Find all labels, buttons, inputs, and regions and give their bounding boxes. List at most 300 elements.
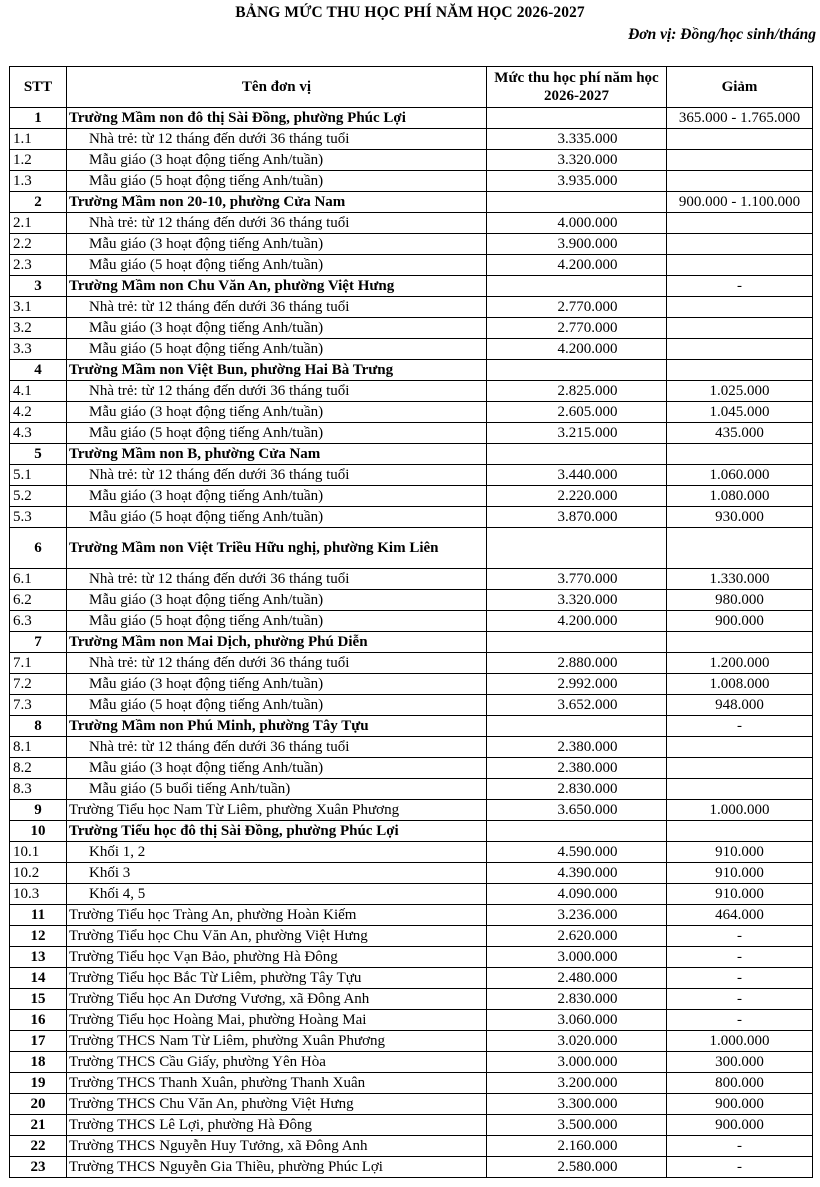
- row-unit-name: Trường Tiểu học Nam Từ Liêm, phường Xuân Phương: [67, 800, 487, 821]
- row-fee: 2.825.000: [557, 382, 618, 399]
- row-fee: 2.830.000: [557, 780, 618, 797]
- row-stt: 2.2: [10, 234, 67, 255]
- row-fee: 4.200.000: [557, 612, 618, 629]
- row-fee: 3.320.000: [557, 151, 618, 168]
- row-fee-cell: [487, 192, 667, 213]
- row-discount: [667, 444, 813, 465]
- row-fee: 3.935.000: [557, 172, 618, 189]
- row-unit-name: Trường THCS Cầu Giấy, phường Yên Hòa: [67, 1052, 487, 1073]
- row-discount: 1.330.000: [667, 569, 813, 590]
- row-fee: 4.200.000: [557, 340, 618, 357]
- row-unit-name: Trường Tiểu học Hoàng Mai, phường Hoàng Mai: [67, 1010, 487, 1031]
- row-fee-cell: [487, 318, 667, 339]
- row-fee-cell: [487, 632, 667, 653]
- row-stt: 10.3: [10, 884, 67, 905]
- row-unit-name: Trường THCS Nam Từ Liêm, phường Xuân Phương: [67, 1031, 487, 1052]
- row-stt: 3.2: [10, 318, 67, 339]
- row-stt: 10.2: [10, 863, 67, 884]
- row-fee: 3.870.000: [557, 508, 618, 525]
- table-row: [10, 276, 813, 297]
- row-unit-name: Nhà trẻ: từ 12 tháng đến dưới 36 tháng tuổi: [67, 381, 487, 402]
- row-unit-name: Nhà trẻ: từ 12 tháng đến dưới 36 tháng tuổi: [67, 465, 487, 486]
- table-row: [10, 800, 813, 821]
- row-fee-cell: [487, 360, 667, 381]
- row-unit-name: Mẫu giáo (5 hoạt động tiếng Anh/tuần): [67, 255, 487, 276]
- row-unit-name: Trường Mầm non Việt Triều Hữu nghị, phường Kim Liên: [67, 528, 487, 569]
- table-row: [10, 1010, 813, 1031]
- table-row: [10, 1115, 813, 1136]
- row-discount: [667, 255, 813, 276]
- row-fee-cell: [487, 947, 667, 968]
- row-stt: 6.3: [10, 611, 67, 632]
- row-stt: 16: [10, 1010, 67, 1031]
- row-stt: 23: [10, 1157, 67, 1178]
- row-discount: -: [667, 1157, 813, 1178]
- row-fee: 2.480.000: [557, 969, 618, 986]
- row-fee: 4.090.000: [557, 885, 618, 902]
- table-row: [10, 1031, 813, 1052]
- row-stt: 14: [10, 968, 67, 989]
- row-discount: -: [667, 947, 813, 968]
- row-discount: [667, 171, 813, 192]
- row-fee: 3.650.000: [557, 801, 618, 818]
- row-fee: 2.830.000: [557, 990, 618, 1007]
- row-fee: 2.880.000: [557, 654, 618, 671]
- table-row: [10, 402, 813, 423]
- row-discount: 300.000: [667, 1052, 813, 1073]
- row-fee-cell: [487, 1115, 667, 1136]
- row-fee-cell: [487, 1136, 667, 1157]
- row-stt: 19: [10, 1073, 67, 1094]
- row-stt: 15: [10, 989, 67, 1010]
- row-unit-name: Trường Mầm non B, phường Cửa Nam: [67, 444, 487, 465]
- row-unit-name: Mẫu giáo (5 hoạt động tiếng Anh/tuần): [67, 695, 487, 716]
- row-stt: 3: [10, 276, 67, 297]
- row-fee: 2.770.000: [557, 298, 618, 315]
- row-stt: 3.1: [10, 297, 67, 318]
- row-discount: [667, 150, 813, 171]
- table-row: [10, 884, 813, 905]
- row-discount: 1.080.000: [667, 486, 813, 507]
- row-unit-name: Trường Mầm non Mai Dịch, phường Phú Diễn: [67, 632, 487, 653]
- row-stt: 10: [10, 821, 67, 842]
- table-row: [10, 842, 813, 863]
- table-row: [10, 318, 813, 339]
- row-discount: [667, 129, 813, 150]
- table-row: [10, 1136, 813, 1157]
- row-fee-cell: [487, 590, 667, 611]
- row-fee-cell: [487, 779, 667, 800]
- row-discount: 900.000: [667, 1115, 813, 1136]
- table-row: [10, 1157, 813, 1178]
- unit-note: Đơn vị: Đồng/học sinh/tháng: [628, 26, 816, 43]
- row-fee: 3.900.000: [557, 235, 618, 252]
- row-fee: 3.335.000: [557, 130, 618, 147]
- header-stt: STT: [10, 67, 67, 108]
- row-unit-name: Nhà trẻ: từ 12 tháng đến dưới 36 tháng tuổi: [67, 653, 487, 674]
- row-unit-name: Trường Mầm non 20-10, phường Cửa Nam: [67, 192, 487, 213]
- row-stt: 7.1: [10, 653, 67, 674]
- row-discount: [667, 213, 813, 234]
- table-row: [10, 507, 813, 528]
- row-discount: 1.000.000: [667, 1031, 813, 1052]
- row-unit-name: Nhà trẻ: từ 12 tháng đến dưới 36 tháng tuổi: [67, 129, 487, 150]
- row-fee-cell: [487, 905, 667, 926]
- row-stt: 6.1: [10, 569, 67, 590]
- row-stt: 6: [10, 528, 67, 569]
- row-fee-cell: [487, 108, 667, 129]
- table-row: [10, 716, 813, 737]
- table-row: [10, 611, 813, 632]
- row-fee-cell: [487, 171, 667, 192]
- row-unit-name: Mẫu giáo (3 hoạt động tiếng Anh/tuần): [67, 590, 487, 611]
- table-row: [10, 465, 813, 486]
- row-fee: 4.000.000: [557, 214, 618, 231]
- row-stt: 5.3: [10, 507, 67, 528]
- table-row: [10, 674, 813, 695]
- row-fee: 3.440.000: [557, 466, 618, 483]
- row-fee: 3.236.000: [557, 906, 618, 923]
- row-stt: 21: [10, 1115, 67, 1136]
- row-unit-name: Khối 1, 2: [67, 842, 487, 863]
- row-discount: 365.000 - 1.765.000: [667, 108, 813, 129]
- row-discount: [667, 821, 813, 842]
- row-discount: -: [667, 716, 813, 737]
- row-discount: [667, 779, 813, 800]
- row-stt: 20: [10, 1094, 67, 1115]
- row-unit-name: Mẫu giáo (3 hoạt động tiếng Anh/tuần): [67, 318, 487, 339]
- row-fee: 4.590.000: [557, 843, 618, 860]
- row-unit-name: Trường Tiểu học Bắc Từ Liêm, phường Tây Tựu: [67, 968, 487, 989]
- row-discount: -: [667, 989, 813, 1010]
- row-fee-cell: [487, 821, 667, 842]
- table-row: [10, 297, 813, 318]
- row-discount: 1.060.000: [667, 465, 813, 486]
- table-row: [10, 108, 813, 129]
- row-discount: [667, 297, 813, 318]
- row-stt: 5.2: [10, 486, 67, 507]
- row-fee-cell: [487, 444, 667, 465]
- row-discount: 435.000: [667, 423, 813, 444]
- row-discount: -: [667, 968, 813, 989]
- row-stt: 5: [10, 444, 67, 465]
- table-row: [10, 423, 813, 444]
- row-unit-name: Trường THCS Chu Văn An, phường Việt Hưng: [67, 1094, 487, 1115]
- row-fee-cell: [487, 339, 667, 360]
- row-stt: 5.1: [10, 465, 67, 486]
- row-fee-cell: [487, 737, 667, 758]
- row-fee-cell: [487, 1157, 667, 1178]
- table-row: [10, 821, 813, 842]
- row-fee: 3.020.000: [557, 1032, 618, 1049]
- row-unit-name: Mẫu giáo (3 hoạt động tiếng Anh/tuần): [67, 758, 487, 779]
- table-row: [10, 779, 813, 800]
- row-fee: 2.605.000: [557, 403, 618, 420]
- row-fee-cell: [487, 255, 667, 276]
- row-unit-name: Nhà trẻ: từ 12 tháng đến dưới 36 tháng tuổi: [67, 213, 487, 234]
- table-row: [10, 339, 813, 360]
- row-fee: 2.160.000: [557, 1137, 618, 1154]
- table-row: [10, 653, 813, 674]
- row-discount: [667, 528, 813, 569]
- row-fee-cell: [487, 486, 667, 507]
- row-stt: 4.1: [10, 381, 67, 402]
- row-stt: 7.2: [10, 674, 67, 695]
- row-stt: 11: [10, 905, 67, 926]
- row-fee-cell: [487, 402, 667, 423]
- row-fee-cell: [487, 297, 667, 318]
- row-fee-cell: [487, 716, 667, 737]
- row-fee-cell: [487, 989, 667, 1010]
- row-unit-name: Mẫu giáo (5 buổi tiếng Anh/tuần): [67, 779, 487, 800]
- row-discount: [667, 339, 813, 360]
- row-fee-cell: [487, 507, 667, 528]
- row-fee: 3.300.000: [557, 1095, 618, 1112]
- row-discount: 900.000: [667, 1094, 813, 1115]
- row-stt: 8: [10, 716, 67, 737]
- row-stt: 8.2: [10, 758, 67, 779]
- row-fee: 2.580.000: [557, 1158, 618, 1175]
- row-stt: 18: [10, 1052, 67, 1073]
- row-discount: 910.000: [667, 884, 813, 905]
- row-discount: 1.200.000: [667, 653, 813, 674]
- row-fee-cell: [487, 381, 667, 402]
- row-fee: 3.060.000: [557, 1011, 618, 1028]
- table-row: [10, 968, 813, 989]
- row-fee-cell: [487, 695, 667, 716]
- table-row: [10, 486, 813, 507]
- row-fee-cell: [487, 1031, 667, 1052]
- row-stt: 7.3: [10, 695, 67, 716]
- row-discount: -: [667, 1136, 813, 1157]
- row-discount: 910.000: [667, 842, 813, 863]
- row-fee: 3.770.000: [557, 570, 618, 587]
- row-discount: [667, 234, 813, 255]
- row-stt: 4: [10, 360, 67, 381]
- row-fee: 2.620.000: [557, 927, 618, 944]
- table-row: [10, 444, 813, 465]
- table-row: [10, 360, 813, 381]
- table-row: [10, 381, 813, 402]
- table-row: [10, 150, 813, 171]
- table-row: [10, 947, 813, 968]
- row-stt: 3.3: [10, 339, 67, 360]
- row-discount: 980.000: [667, 590, 813, 611]
- row-stt: 12: [10, 926, 67, 947]
- row-stt: 1.1: [10, 129, 67, 150]
- row-stt: 2: [10, 192, 67, 213]
- row-unit-name: Mẫu giáo (5 hoạt động tiếng Anh/tuần): [67, 423, 487, 444]
- table-row: [10, 255, 813, 276]
- row-discount: -: [667, 1010, 813, 1031]
- row-discount: [667, 360, 813, 381]
- table-row: [10, 129, 813, 150]
- table-row: [10, 213, 813, 234]
- row-fee-cell: [487, 884, 667, 905]
- row-stt: 2.1: [10, 213, 67, 234]
- row-discount: [667, 318, 813, 339]
- row-fee-cell: [487, 423, 667, 444]
- row-fee-cell: [487, 1073, 667, 1094]
- row-fee: 3.500.000: [557, 1116, 618, 1133]
- row-unit-name: Mẫu giáo (3 hoạt động tiếng Anh/tuần): [67, 150, 487, 171]
- tuition-fee-table: [9, 66, 813, 1178]
- row-fee-cell: [487, 150, 667, 171]
- row-discount: 1.000.000: [667, 800, 813, 821]
- table-row: [10, 905, 813, 926]
- row-discount: [667, 737, 813, 758]
- row-discount: [667, 632, 813, 653]
- row-fee-cell: [487, 129, 667, 150]
- row-fee-cell: [487, 1052, 667, 1073]
- row-fee: 3.000.000: [557, 948, 618, 965]
- row-unit-name: Trường Mầm non Việt Bun, phường Hai Bà Trưng: [67, 360, 487, 381]
- row-discount: 930.000: [667, 507, 813, 528]
- row-unit-name: Trường Mầm non Chu Văn An, phường Việt Hưng: [67, 276, 487, 297]
- row-fee-cell: [487, 465, 667, 486]
- table-row: [10, 1052, 813, 1073]
- row-unit-name: Mẫu giáo (3 hoạt động tiếng Anh/tuần): [67, 234, 487, 255]
- table-row: [10, 737, 813, 758]
- row-discount: 1.008.000: [667, 674, 813, 695]
- row-fee: 3.320.000: [557, 591, 618, 608]
- row-stt: 10.1: [10, 842, 67, 863]
- row-stt: 17: [10, 1031, 67, 1052]
- row-fee-cell: [487, 653, 667, 674]
- row-discount: [667, 758, 813, 779]
- table-row: [10, 989, 813, 1010]
- row-fee-cell: [487, 569, 667, 590]
- row-unit-name: Trường THCS Nguyễn Gia Thiều, phường Phúc Lợi: [67, 1157, 487, 1178]
- header-discount: Giảm: [667, 67, 813, 108]
- row-unit-name: Trường Tiểu học Vạn Bảo, phường Hà Đông: [67, 947, 487, 968]
- row-fee-cell: [487, 863, 667, 884]
- table-row: [10, 528, 813, 569]
- row-unit-name: Khối 3: [67, 863, 487, 884]
- row-stt: 8.1: [10, 737, 67, 758]
- table-row: [10, 758, 813, 779]
- row-unit-name: Mẫu giáo (3 hoạt động tiếng Anh/tuần): [67, 402, 487, 423]
- row-fee: 2.220.000: [557, 487, 618, 504]
- row-unit-name: Mẫu giáo (3 hoạt động tiếng Anh/tuần): [67, 486, 487, 507]
- row-stt: 1.3: [10, 171, 67, 192]
- row-fee-cell: [487, 1010, 667, 1031]
- row-fee: 3.000.000: [557, 1053, 618, 1070]
- row-unit-name: Nhà trẻ: từ 12 tháng đến dưới 36 tháng tuổi: [67, 569, 487, 590]
- row-fee: 4.200.000: [557, 256, 618, 273]
- row-unit-name: Trường Mầm non Phú Minh, phường Tây Tựu: [67, 716, 487, 737]
- row-stt: 22: [10, 1136, 67, 1157]
- row-stt: 9: [10, 800, 67, 821]
- row-fee-cell: [487, 213, 667, 234]
- table-header-row: [10, 67, 813, 108]
- row-stt: 1: [10, 108, 67, 129]
- row-stt: 1.2: [10, 150, 67, 171]
- row-fee: 2.770.000: [557, 319, 618, 336]
- row-stt: 2.3: [10, 255, 67, 276]
- row-fee-cell: [487, 1094, 667, 1115]
- table-row: [10, 192, 813, 213]
- table-row: [10, 590, 813, 611]
- document-title: BẢNG MỨC THU HỌC PHÍ NĂM HỌC 2026-2027: [235, 4, 585, 21]
- row-discount: -: [667, 276, 813, 297]
- row-stt: 8.3: [10, 779, 67, 800]
- row-unit-name: Trường THCS Lê Lợi, phường Hà Đông: [67, 1115, 487, 1136]
- row-fee: 2.992.000: [557, 675, 618, 692]
- table-body: [10, 108, 813, 1178]
- row-fee: 2.380.000: [557, 738, 618, 755]
- table-row: [10, 926, 813, 947]
- row-unit-name: Nhà trẻ: từ 12 tháng đến dưới 36 tháng tuổi: [67, 297, 487, 318]
- row-unit-name: Mẫu giáo (5 hoạt động tiếng Anh/tuần): [67, 171, 487, 192]
- row-discount: 464.000: [667, 905, 813, 926]
- row-fee: 3.652.000: [557, 696, 618, 713]
- table-row: [10, 1073, 813, 1094]
- header-fee: Mức thu học phí năm học 2026-2027: [487, 67, 667, 108]
- row-fee: 3.215.000: [557, 424, 618, 441]
- table-row: [10, 569, 813, 590]
- table-row: [10, 632, 813, 653]
- row-stt: 7: [10, 632, 67, 653]
- row-discount: 948.000: [667, 695, 813, 716]
- row-fee-cell: [487, 800, 667, 821]
- table-row: [10, 1094, 813, 1115]
- row-unit-name: Mẫu giáo (5 hoạt động tiếng Anh/tuần): [67, 611, 487, 632]
- row-fee-cell: [487, 611, 667, 632]
- row-unit-name: Khối 4, 5: [67, 884, 487, 905]
- row-fee-cell: [487, 758, 667, 779]
- row-discount: 1.025.000: [667, 381, 813, 402]
- table-row: [10, 234, 813, 255]
- row-unit-name: Mẫu giáo (3 hoạt động tiếng Anh/tuần): [67, 674, 487, 695]
- header-unit-name: Tên đơn vị: [67, 67, 487, 108]
- row-stt: 13: [10, 947, 67, 968]
- row-discount: 900.000 - 1.100.000: [667, 192, 813, 213]
- table-row: [10, 695, 813, 716]
- row-unit-name: Trường Tiểu học đô thị Sài Đồng, phường Phúc Lợi: [67, 821, 487, 842]
- table-row: [10, 863, 813, 884]
- row-unit-name: Trường Mầm non đô thị Sài Đồng, phường Phúc Lợi: [67, 108, 487, 129]
- row-unit-name: Trường THCS Nguyễn Huy Tưởng, xã Đông Anh: [67, 1136, 487, 1157]
- row-unit-name: Trường THCS Thanh Xuân, phường Thanh Xuân: [67, 1073, 487, 1094]
- row-discount: 800.000: [667, 1073, 813, 1094]
- row-unit-name: Mẫu giáo (5 hoạt động tiếng Anh/tuần): [67, 339, 487, 360]
- row-discount: 900.000: [667, 611, 813, 632]
- row-fee-cell: [487, 842, 667, 863]
- row-unit-name: Trường Tiểu học Tràng An, phường Hoàn Kiếm: [67, 905, 487, 926]
- row-fee-cell: [487, 968, 667, 989]
- row-fee-cell: [487, 528, 667, 569]
- row-discount: 910.000: [667, 863, 813, 884]
- row-fee-cell: [487, 276, 667, 297]
- row-stt: 4.3: [10, 423, 67, 444]
- row-fee-cell: [487, 926, 667, 947]
- row-stt: 4.2: [10, 402, 67, 423]
- row-unit-name: Trường Tiểu học Chu Văn An, phường Việt Hưng: [67, 926, 487, 947]
- row-fee-cell: [487, 674, 667, 695]
- row-fee: 3.200.000: [557, 1074, 618, 1091]
- row-fee: 2.380.000: [557, 759, 618, 776]
- row-discount: -: [667, 926, 813, 947]
- row-fee-cell: [487, 234, 667, 255]
- row-unit-name: Nhà trẻ: từ 12 tháng đến dưới 36 tháng tuổi: [67, 737, 487, 758]
- row-unit-name: Trường Tiểu học An Dương Vương, xã Đông Anh: [67, 989, 487, 1010]
- row-fee: 4.390.000: [557, 864, 618, 881]
- row-stt: 6.2: [10, 590, 67, 611]
- row-unit-name: Mẫu giáo (5 hoạt động tiếng Anh/tuần): [67, 507, 487, 528]
- row-discount: 1.045.000: [667, 402, 813, 423]
- table-row: [10, 171, 813, 192]
